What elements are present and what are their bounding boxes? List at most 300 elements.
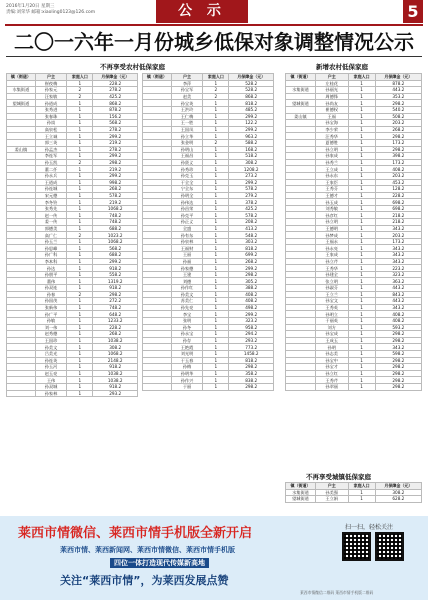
- table-row: [286, 120, 422, 127]
- table-cell: 228.2: [93, 80, 138, 87]
- table-row: [7, 285, 138, 292]
- table-cell: 299.2: [93, 172, 138, 179]
- table-row: [7, 370, 138, 377]
- table-cell: 1: [203, 265, 229, 272]
- table-cell: 963.2: [229, 133, 274, 140]
- table-cell: 268.2: [93, 331, 138, 338]
- table-cell: 王立娟: [315, 496, 348, 503]
- table-cell: 王立诚: [35, 133, 66, 140]
- table-row: [143, 219, 274, 226]
- table-cell: [286, 139, 316, 146]
- table-cell: [286, 192, 316, 199]
- table-cell: [143, 245, 172, 252]
- table-row: [286, 304, 422, 311]
- table-cell: 2: [203, 93, 229, 100]
- table-cell: 王仁梅: [171, 113, 202, 120]
- table-cell: 2: [67, 159, 93, 166]
- table-cell: 汪秀华: [315, 133, 348, 140]
- table-cell: [7, 311, 36, 318]
- table-row: [7, 186, 138, 193]
- table-cell: 李冬铃: [35, 199, 66, 206]
- table-cell: 赵秀德: [35, 331, 66, 338]
- table-cell: 孙福: [171, 258, 202, 265]
- table-cell: 648.2: [93, 311, 138, 318]
- table-row: [143, 172, 274, 179]
- table-row: [143, 87, 274, 94]
- table-row: [143, 311, 274, 318]
- table-row: [7, 120, 138, 127]
- table-cell: 1: [67, 304, 93, 311]
- table-cell: 孙先亮: [171, 304, 202, 311]
- header-rule: [5, 24, 423, 26]
- table-cell: 1: [67, 285, 93, 292]
- table-row: [143, 324, 274, 331]
- table-cell: 1038.2: [93, 337, 138, 344]
- table-urban-removed: [285, 482, 422, 503]
- table-row: [286, 370, 422, 377]
- table-cell: 1: [348, 496, 375, 503]
- table-cell: 王成玉: [315, 337, 348, 344]
- table-row: [143, 232, 274, 239]
- table-cell: 208.2: [229, 219, 274, 226]
- table-row: [7, 344, 138, 351]
- table-cell: [7, 120, 36, 127]
- ad-title: 莱西市情微信、莱西市情手机版全新开启: [18, 526, 253, 541]
- table-cell: 崔夜梅: [35, 80, 66, 87]
- table-row: [7, 232, 138, 239]
- table-cell: 408.2: [229, 298, 274, 305]
- date-line: [6, 4, 95, 16]
- table-header-row: [7, 74, 138, 81]
- table-row: [143, 192, 274, 199]
- table-cell: 1: [348, 93, 375, 100]
- table-row: [7, 271, 138, 278]
- table-cell: 李萍: [171, 80, 202, 87]
- table-cell: 孙立明: [315, 219, 348, 226]
- table-cell: 958.2: [229, 324, 274, 331]
- table-cell: 孙永亮: [315, 245, 348, 252]
- section-title-left: 不再享受农村低保家庭: [100, 63, 165, 71]
- table-cell: 443.2: [375, 87, 421, 94]
- table-cell: 299.2: [229, 179, 274, 186]
- column-header: 户主: [315, 483, 348, 490]
- column-header: 家庭人口: [348, 74, 375, 81]
- table-cell: [286, 304, 316, 311]
- table-row: [7, 212, 138, 219]
- table-cell: 高广仁: [35, 232, 66, 239]
- table-cell: 1: [67, 120, 93, 127]
- table-cell: 1: [67, 350, 93, 357]
- table-row: [7, 133, 138, 140]
- table-cell: 于丽: [171, 383, 202, 390]
- table-cell: 1: [67, 364, 93, 371]
- table-cell: 孙明立: [315, 311, 348, 318]
- qr-codes: [342, 532, 404, 580]
- table-cell: 张新伟: [35, 304, 66, 311]
- table-row: [143, 106, 274, 113]
- table-row: [286, 489, 422, 496]
- table-cell: 1: [203, 298, 229, 305]
- table-cell: 998.2: [93, 179, 138, 186]
- table-cell: 1: [203, 232, 229, 239]
- table-cell: 1: [203, 186, 229, 193]
- table-cell: 孙岚: [35, 120, 66, 127]
- table-cell: 刘德: [171, 278, 202, 285]
- table-cell: [143, 100, 172, 107]
- table-cell: [286, 106, 316, 113]
- table-cell: 孙家林: [35, 390, 66, 397]
- table-row: [7, 364, 138, 371]
- table-cell: 1: [348, 219, 375, 226]
- table-cell: 1: [348, 100, 375, 107]
- table-cell: 388.2: [229, 285, 274, 292]
- table-cell: 1: [348, 258, 375, 265]
- table-row: [286, 278, 422, 285]
- table-row: [286, 146, 422, 153]
- table-cell: [286, 364, 316, 371]
- table-row: [7, 166, 138, 173]
- table-cell: 298.2: [375, 337, 421, 344]
- column-header: 镇（街道）: [286, 483, 316, 490]
- table-cell: 173.2: [375, 159, 421, 166]
- column-header: 镇（街道）: [7, 74, 36, 81]
- table-cell: 孙玉成: [315, 199, 348, 206]
- table-cell: [286, 370, 316, 377]
- table-cell: 1: [348, 278, 375, 285]
- table-cell: 1: [203, 192, 229, 199]
- table-cell: [286, 317, 316, 324]
- table-cell: [286, 238, 316, 245]
- table-cell: 1: [67, 166, 93, 173]
- table-cell: [286, 146, 316, 153]
- table-cell: 1: [203, 258, 229, 265]
- table-cell: 358.2: [229, 370, 274, 377]
- table-cell: 294.2: [229, 331, 274, 338]
- table-row: [143, 245, 274, 252]
- table-cell: [286, 153, 316, 160]
- table-cell: 1: [348, 298, 375, 305]
- table-cell: 董二仟: [35, 166, 66, 173]
- table-row: [7, 113, 138, 120]
- table-cell: 李本科: [35, 258, 66, 265]
- table-cell: [143, 370, 172, 377]
- table-cell: 1: [203, 278, 229, 285]
- table-cell: 孙广平: [35, 311, 66, 318]
- table-row: [7, 278, 138, 285]
- table-cell: 1233.2: [93, 317, 138, 324]
- table-row: [286, 113, 422, 120]
- table-cell: 748.2: [93, 304, 138, 311]
- table-cell: 孙有东: [171, 232, 202, 239]
- table-row: [143, 80, 274, 87]
- table-row: [7, 199, 138, 206]
- table-cell: 1: [348, 106, 375, 113]
- table-cell: 343.2: [375, 258, 421, 265]
- table-cell: 姜山镇: [286, 113, 316, 120]
- table-cell: 1: [203, 113, 229, 120]
- table-cell: 孙双城: [35, 383, 66, 390]
- table-cell: [143, 153, 172, 160]
- table-cell: 568.2: [93, 120, 138, 127]
- table-cell: [286, 357, 316, 364]
- table-cell: 刘方: [315, 324, 348, 331]
- title-rule: [6, 56, 422, 57]
- table-cell: 李宝: [171, 311, 202, 318]
- table-cell: [143, 377, 172, 384]
- table-cell: 1: [348, 304, 375, 311]
- table-cell: [143, 192, 172, 199]
- table-cell: 1: [348, 285, 375, 292]
- table-cell: [7, 357, 36, 364]
- table-cell: 1: [203, 377, 229, 384]
- table-cell: 1: [348, 80, 375, 87]
- table-cell: 305.2: [229, 278, 274, 285]
- table-row: [286, 192, 422, 199]
- table-cell: 王福昌: [171, 153, 202, 160]
- table-row: [7, 252, 138, 259]
- table-row: [143, 153, 274, 160]
- table-cell: 孙道成: [35, 100, 66, 107]
- table-cell: [7, 390, 36, 397]
- table-row: [286, 245, 422, 252]
- table-row: [7, 258, 138, 265]
- table-row: [7, 298, 138, 305]
- table-row: [143, 159, 274, 166]
- table-cell: 1: [203, 357, 229, 364]
- table-cell: 1: [348, 179, 375, 186]
- table-cell: [7, 212, 36, 219]
- table-cell: 1: [67, 192, 93, 199]
- table-cell: 918.2: [93, 285, 138, 292]
- column-header: 月保障金（元）: [229, 74, 274, 81]
- table-cell: [7, 278, 36, 285]
- table-cell: [7, 377, 36, 384]
- table-cell: 278.2: [93, 146, 138, 153]
- column-header: 家庭人口: [203, 74, 229, 81]
- table-cell: 1: [348, 370, 375, 377]
- table-cell: [286, 285, 316, 292]
- table-cell: 1: [67, 153, 93, 160]
- table-cell: [143, 113, 172, 120]
- table-cell: 1: [348, 383, 375, 390]
- table-cell: 望城街道: [286, 496, 316, 503]
- table-cell: 298.2: [375, 357, 421, 364]
- table-cell: 孙广科: [35, 252, 66, 259]
- table-cell: 孙作红: [171, 285, 202, 292]
- table-cell: 王立兰: [315, 291, 348, 298]
- table-cell: 1: [348, 113, 375, 120]
- table-cell: 1: [203, 304, 229, 311]
- table-cell: [143, 291, 172, 298]
- table-cell: 279.2: [229, 192, 274, 199]
- table-cell: [143, 304, 172, 311]
- table-row: [286, 252, 422, 259]
- table-cell: 588.2: [229, 139, 274, 146]
- table-cell: 299.2: [229, 126, 274, 133]
- table-cell: 1: [203, 219, 229, 226]
- table-cell: 818.2: [229, 357, 274, 364]
- table-cell: 628.2: [375, 496, 421, 503]
- table-cell: 298.2: [93, 291, 138, 298]
- table-cell: 298.2: [229, 364, 274, 371]
- table-cell: 688.2: [93, 225, 138, 232]
- table-cell: 1: [203, 364, 229, 371]
- table-row: [286, 311, 422, 318]
- table-row: [286, 126, 422, 133]
- table-cell: 1: [348, 186, 375, 193]
- table-row: [143, 166, 274, 173]
- table-cell: [143, 344, 172, 351]
- table-cell: 王德明: [315, 225, 348, 232]
- table-cell: 1: [203, 126, 229, 133]
- table-cell: 1: [203, 159, 229, 166]
- table-cell: 孙明: [315, 344, 348, 351]
- table-cell: 2148.2: [93, 357, 138, 364]
- table-cell: 1068.2: [93, 205, 138, 212]
- table-cell: 1: [348, 172, 375, 179]
- table-cell: 郭三英: [35, 139, 66, 146]
- table-cell: [143, 179, 172, 186]
- table-cell: 1: [67, 298, 93, 305]
- table-cell: 272.2: [93, 298, 138, 305]
- table-cell: 孙家德: [171, 265, 202, 272]
- table-cell: 1: [67, 205, 93, 212]
- table-cell: 298.2: [93, 159, 138, 166]
- table-cell: 孙国茂: [35, 298, 66, 305]
- table-row: [286, 377, 422, 384]
- table-row: [7, 350, 138, 357]
- table-cell: 全盛: [171, 225, 202, 232]
- table-cell: 1: [203, 100, 229, 107]
- table-cell: 夏德胜: [315, 139, 348, 146]
- table-cell: 1: [348, 324, 375, 331]
- table-row: [143, 357, 274, 364]
- table-row: [143, 199, 274, 206]
- table-cell: 孙克玉: [171, 172, 202, 179]
- table-cell: 赵一传: [35, 212, 66, 219]
- table-row: [286, 496, 422, 503]
- table-cell: 1: [348, 146, 375, 153]
- table-cell: [7, 370, 36, 377]
- table-row: [143, 291, 274, 298]
- table-cell: 孙冬: [171, 324, 202, 331]
- table-cell: 343.2: [375, 252, 421, 259]
- table-row: [143, 179, 274, 186]
- table-cell: 水集街道: [7, 87, 36, 94]
- table-cell: 1: [348, 245, 375, 252]
- column-header: 户主: [171, 74, 202, 81]
- table-row: [143, 139, 274, 146]
- table-rural-removed-2: [142, 73, 274, 391]
- table-cell: 298.2: [375, 100, 421, 107]
- table-row: [143, 265, 274, 272]
- table-cell: 1: [203, 271, 229, 278]
- table-cell: 1: [67, 370, 93, 377]
- table-cell: 548.2: [229, 232, 274, 239]
- table-cell: 王伟: [35, 377, 66, 384]
- qr-code-icon: [342, 532, 371, 561]
- table-cell: 孙连英: [35, 357, 66, 364]
- table-cell: 298.2: [375, 364, 421, 371]
- table-row: [143, 331, 274, 338]
- table-row: [7, 331, 138, 338]
- table-cell: 1: [203, 311, 229, 318]
- table-cell: 孙贤义: [171, 159, 202, 166]
- table-cell: 219.2: [93, 166, 138, 173]
- table-row: [143, 271, 274, 278]
- table-cell: 299.2: [229, 265, 274, 272]
- table-cell: [286, 225, 316, 232]
- table-cell: [7, 225, 36, 232]
- table-cell: 699.2: [229, 252, 274, 259]
- table-row: [286, 100, 422, 107]
- table-cell: 299.2: [229, 311, 274, 318]
- table-cell: 孙连城: [35, 186, 66, 193]
- table-cell: [143, 146, 172, 153]
- table-row: [286, 93, 422, 100]
- column-header: 户主: [35, 74, 66, 81]
- table-row: [7, 159, 138, 166]
- table-cell: 443.2: [375, 298, 421, 305]
- table-row: [286, 106, 422, 113]
- table-cell: 孙家元: [35, 87, 66, 94]
- table-cell: [143, 298, 172, 305]
- table-cell: [7, 337, 36, 344]
- table-row: [286, 344, 422, 351]
- table-cell: 323.2: [229, 317, 274, 324]
- table-cell: 孙存: [171, 337, 202, 344]
- table-cell: 1: [348, 291, 375, 298]
- table-cell: 1: [348, 139, 375, 146]
- table-cell: 1: [67, 344, 93, 351]
- table-cell: 1: [67, 271, 93, 278]
- table-cell: [143, 80, 172, 87]
- table-cell: [143, 383, 172, 390]
- ad-slogan: 关注“莱西市情”，为莱西发展点赞: [60, 574, 229, 587]
- table-cell: 918.2: [93, 364, 138, 371]
- table-cell: 孙孟杰: [35, 146, 66, 153]
- table-row: [286, 258, 422, 265]
- table-cell: [286, 252, 316, 259]
- table-row: [286, 166, 422, 173]
- table-cell: 吕美光: [35, 350, 66, 357]
- table-cell: 868.2: [229, 93, 274, 100]
- table-cell: [7, 199, 36, 206]
- table-cell: 1: [348, 87, 375, 94]
- table-cell: 408.2: [375, 317, 421, 324]
- table-row: [286, 87, 422, 94]
- table-cell: 156.2: [93, 113, 138, 120]
- table-row: [7, 219, 138, 226]
- table-cell: 1: [348, 166, 375, 173]
- table-row: [7, 245, 138, 252]
- table-cell: [143, 252, 172, 259]
- table-cell: 1: [203, 106, 229, 113]
- table-cell: 2: [67, 232, 93, 239]
- table-cell: 1: [203, 238, 229, 245]
- table-row: [7, 337, 138, 344]
- table-row: [286, 271, 422, 278]
- table-cell: 孙克平: [171, 212, 202, 219]
- table-cell: [286, 166, 316, 173]
- table-cell: 1: [348, 489, 375, 496]
- table-row: [143, 205, 274, 212]
- table-cell: [143, 271, 172, 278]
- table-cell: 1: [67, 212, 93, 219]
- table-cell: 2: [67, 93, 93, 100]
- table-cell: 于全全: [171, 179, 202, 186]
- table-cell: 孙明全: [171, 192, 202, 199]
